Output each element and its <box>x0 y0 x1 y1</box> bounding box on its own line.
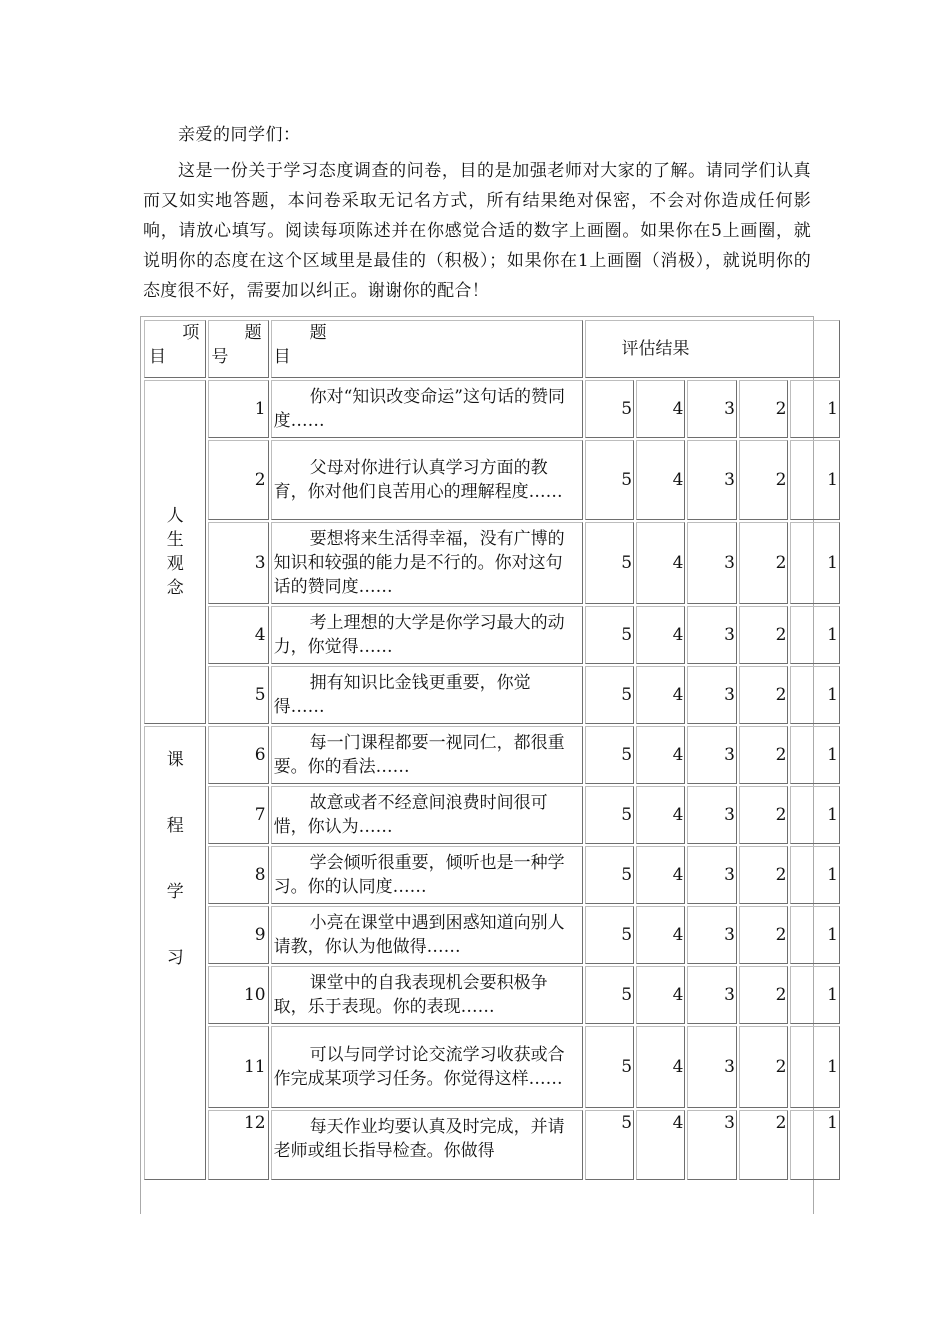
question-row <box>144 666 840 724</box>
header-evaluation: 评估结果 <box>585 320 840 378</box>
score-option-5[interactable]: 5 <box>585 846 634 904</box>
score-option-1[interactable]: 1 <box>790 606 840 664</box>
question-number: 11 <box>208 1026 268 1108</box>
score-option-4[interactable]: 4 <box>636 522 685 604</box>
header-row <box>144 320 840 378</box>
score-option-5[interactable]: 5 <box>585 1110 634 1180</box>
score-option-3[interactable]: 3 <box>687 666 736 724</box>
header-question <box>271 320 583 378</box>
header-number-bottom: 号 <box>211 347 229 367</box>
question-row <box>144 606 840 664</box>
category-cell <box>144 380 206 724</box>
question-row <box>144 846 840 904</box>
score-option-4[interactable]: 4 <box>636 726 685 784</box>
question-row <box>144 1026 840 1108</box>
score-option-4[interactable]: 4 <box>636 1110 685 1180</box>
score-option-4[interactable]: 4 <box>636 786 685 844</box>
question-number: 3 <box>208 522 268 604</box>
category-char: 习 <box>166 948 184 968</box>
score-option-1[interactable]: 1 <box>790 726 840 784</box>
score-option-3[interactable]: 3 <box>687 606 736 664</box>
score-option-3[interactable]: 3 <box>687 726 736 784</box>
intro-paragraph: 这是一份关于学习态度调查的问卷，目的是加强老师对大家的了解。请同学们认真而又如实地答题，本问卷采取无记名方式，所有结果绝对保密，不会对你造成任何影响，请放心填写。阅读每项陈述并在你感觉合适的数字上画圈。如果你在5上画圈，就说明你的态度在这个区域里是最佳的（积极）；如果你在1上画圈（消极），就说明你的态度很不好，需要加以纠正。谢谢你的配合！ <box>143 161 811 301</box>
score-option-4[interactable]: 4 <box>636 666 685 724</box>
question-row <box>144 1110 840 1180</box>
score-option-4[interactable]: 4 <box>636 846 685 904</box>
question-text: 可以与同学讨论交流学习收获或合作完成某项学习任务。你觉得这样…… <box>271 1026 583 1108</box>
question-number: 6 <box>208 726 268 784</box>
score-option-4[interactable]: 4 <box>636 440 685 520</box>
score-option-3[interactable]: 3 <box>687 786 736 844</box>
header-number-top: 题 <box>244 323 262 343</box>
score-option-1[interactable]: 1 <box>790 1110 840 1180</box>
category-cell <box>144 726 206 1180</box>
question-text: 学会倾听很重要，倾听也是一种学习。你的认同度…… <box>271 846 583 904</box>
question-number: 5 <box>208 666 268 724</box>
question-text: 考上理想的大学是你学习最大的动力，你觉得…… <box>271 606 583 664</box>
score-option-1[interactable]: 1 <box>790 846 840 904</box>
greeting: 亲爱的同学们： <box>178 125 301 145</box>
score-option-5[interactable]: 5 <box>585 906 634 964</box>
score-option-2[interactable]: 2 <box>739 966 788 1024</box>
score-option-5[interactable]: 5 <box>585 380 634 438</box>
question-row <box>144 522 840 604</box>
category-char: 人 <box>166 506 184 526</box>
header-item <box>144 320 206 378</box>
category-char: 念 <box>166 578 184 598</box>
score-option-3[interactable]: 3 <box>687 1026 736 1108</box>
question-text: 要想将来生活得幸福，没有广博的知识和较强的能力是不行的。你对这句话的赞同度…… <box>271 522 583 604</box>
question-text: 小亮在课堂中遇到困惑知道向别人请教，你认为他做得…… <box>271 906 583 964</box>
question-text: 课堂中的自我表现机会要积极争取，乐于表现。你的表现…… <box>271 966 583 1024</box>
question-text: 父母对你进行认真学习方面的教育，你对他们良苦用心的理解程度…… <box>271 440 583 520</box>
question-number: 1 <box>208 380 268 438</box>
score-option-2[interactable]: 2 <box>739 1110 788 1180</box>
survey-table-frame <box>140 316 838 1214</box>
question-text: 你对“知识改变命运”这句话的赞同度…… <box>271 380 583 438</box>
question-number: 8 <box>208 846 268 904</box>
score-option-1[interactable]: 1 <box>790 906 840 964</box>
score-option-1[interactable]: 1 <box>790 666 840 724</box>
question-number: 2 <box>208 440 268 520</box>
score-option-1[interactable]: 1 <box>790 966 840 1024</box>
score-option-3[interactable]: 3 <box>687 1110 736 1180</box>
score-option-4[interactable]: 4 <box>636 906 685 964</box>
score-option-2[interactable]: 2 <box>739 440 788 520</box>
question-row <box>144 786 840 844</box>
score-option-2[interactable]: 2 <box>739 666 788 724</box>
score-option-2[interactable]: 2 <box>739 906 788 964</box>
score-option-2[interactable]: 2 <box>739 846 788 904</box>
question-row <box>144 440 840 520</box>
score-option-5[interactable]: 5 <box>585 966 634 1024</box>
score-option-1[interactable]: 1 <box>790 380 840 438</box>
score-option-3[interactable]: 3 <box>687 522 736 604</box>
question-row <box>144 726 840 784</box>
question-number: 10 <box>208 966 268 1024</box>
question-text: 拥有知识比金钱更重要，你觉得…… <box>271 666 583 724</box>
survey-table <box>142 318 842 1182</box>
score-option-5[interactable]: 5 <box>585 666 634 724</box>
score-option-5[interactable]: 5 <box>585 522 634 604</box>
score-option-1[interactable]: 1 <box>790 440 840 520</box>
score-option-2[interactable]: 2 <box>739 606 788 664</box>
score-option-5[interactable]: 5 <box>585 606 634 664</box>
score-option-1[interactable]: 1 <box>790 1026 840 1108</box>
score-option-4[interactable]: 4 <box>636 606 685 664</box>
question-text: 故意或者不经意间浪费时间很可惜，你认为…… <box>271 786 583 844</box>
header-item-top: 项 <box>182 323 200 343</box>
question-row <box>144 966 840 1024</box>
score-option-4[interactable]: 4 <box>636 1026 685 1108</box>
score-option-3[interactable]: 3 <box>687 846 736 904</box>
category-char: 观 <box>166 554 184 574</box>
score-option-3[interactable]: 3 <box>687 440 736 520</box>
score-option-1[interactable]: 1 <box>790 786 840 844</box>
score-option-5[interactable]: 5 <box>585 440 634 520</box>
header-question-top: 题 <box>309 323 327 343</box>
score-option-3[interactable]: 3 <box>687 966 736 1024</box>
header-number <box>208 320 268 378</box>
score-option-2[interactable]: 2 <box>739 522 788 604</box>
score-option-3[interactable]: 3 <box>687 906 736 964</box>
score-option-5[interactable]: 5 <box>585 1026 634 1108</box>
question-text: 每一门课程都要一视同仁，都很重要。你的看法…… <box>271 726 583 784</box>
question-number: 4 <box>208 606 268 664</box>
category-char: 课 <box>166 750 184 770</box>
question-number: 9 <box>208 906 268 964</box>
question-number: 7 <box>208 786 268 844</box>
header-question-bottom: 目 <box>273 347 291 367</box>
score-option-4[interactable]: 4 <box>636 966 685 1024</box>
score-option-4[interactable]: 4 <box>636 380 685 438</box>
score-option-2[interactable]: 2 <box>739 786 788 844</box>
category-char: 生 <box>166 530 184 550</box>
score-option-2[interactable]: 2 <box>739 380 788 438</box>
category-char: 学 <box>166 882 184 902</box>
score-option-2[interactable]: 2 <box>739 726 788 784</box>
score-option-3[interactable]: 3 <box>687 380 736 438</box>
question-row <box>144 380 840 438</box>
score-option-5[interactable]: 5 <box>585 726 634 784</box>
question-text: 每天作业均要认真及时完成，并请老师或组长指导检查。你做得 <box>271 1110 583 1180</box>
category-char: 程 <box>166 816 184 836</box>
score-option-2[interactable]: 2 <box>739 1026 788 1108</box>
question-number: 12 <box>208 1110 268 1180</box>
score-option-1[interactable]: 1 <box>790 522 840 604</box>
score-option-5[interactable]: 5 <box>585 786 634 844</box>
question-row <box>144 906 840 964</box>
header-item-bottom: 目 <box>149 347 166 367</box>
